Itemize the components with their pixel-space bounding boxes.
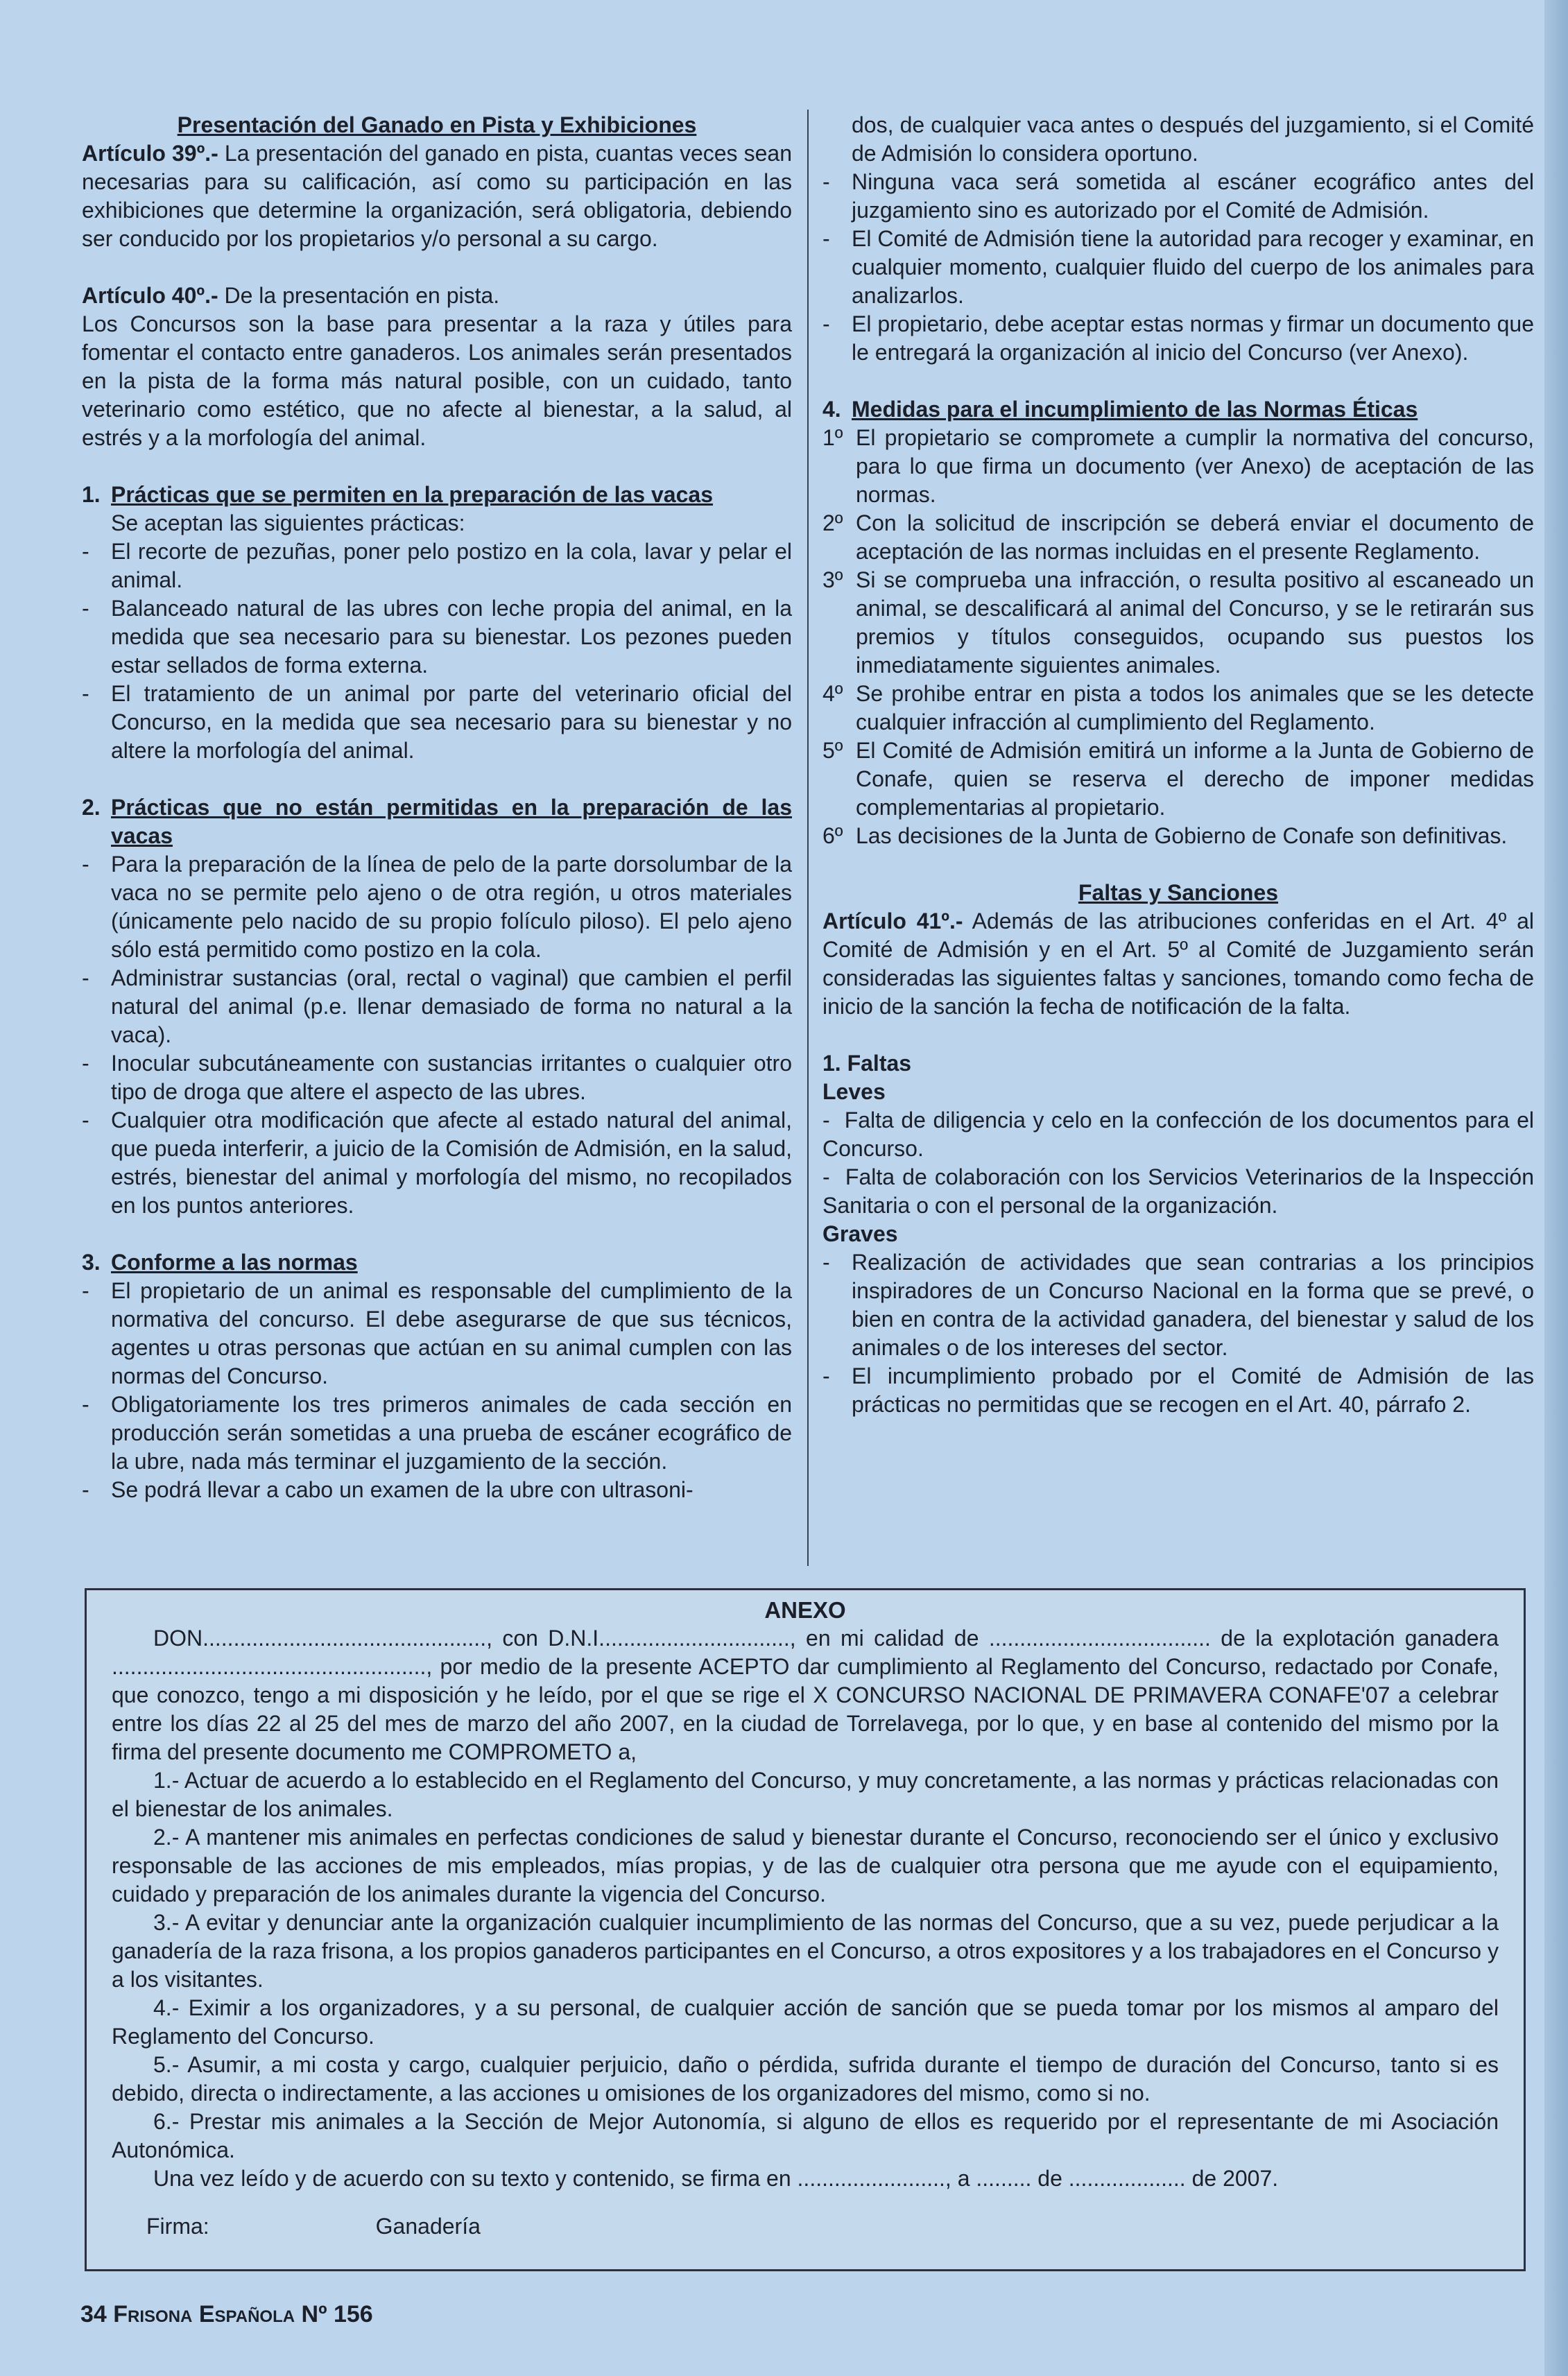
article-41-text: Además de las atribuciones conferidas en el Art. 4º al Comité de Admisión y en el Art. 5º al Comité de Juzgamiento serán consideradas las siguientes faltas y sanciones, tomando como fecha de inicio de la sanción la fecha de notificación de la falta. bbox=[822, 909, 1535, 1019]
annex-item: 1.- Actuar de acuerdo a lo establecido en el Reglamento del Concurso, y muy concretamente, a las normas y prácticas relacionadas con el bienestar de los animales. bbox=[112, 1768, 1499, 1821]
annex-item: 6.- Prestar mis animales a la Sección de Mejor Autonomía, si alguno de ellos es requerido por el representante de mi Asociación Autonómica. bbox=[112, 2109, 1499, 2162]
list-item: - El recorte de pezuñas, poner pelo postizo en la cola, lavar y pelar el animal. bbox=[82, 539, 792, 592]
section-2-heading: 2. Prácticas que no están permitidas en la preparación de las vacas bbox=[82, 795, 792, 848]
list-item: - Se podrá llevar a cabo un examen de la ubre con ultrasoni- bbox=[82, 1477, 693, 1502]
list-item: - El tratamiento de un animal por parte del veterinario oficial del Concurso, en la medida que sea necesario para su bienestar y no altere la morfología del animal. bbox=[82, 681, 792, 763]
issue-number: Nº 156 bbox=[301, 2301, 373, 2327]
article-39-label: Artículo 39º.- bbox=[82, 141, 218, 166]
list-item: - Para la preparación de la línea de pelo de la parte dorsolumbar de la vaca no se permite pelo ajeno o de otra región, u otros materiales (únicamente pelo nacido de su propio folículo piloso). El pelo ajeno sólo está permitido como postizo en la cola. bbox=[82, 852, 792, 962]
list-item: - Obligatoriamente los tres primeros animales de cada sección en producción serán sometidas a una prueba de escáner ecográfico de la ubre, nada más terminar el juzgamiento de la sección. bbox=[82, 1392, 792, 1474]
list-item: - El Comité de Admisión tiene la autoridad para recoger y examinar, en cualquier momento, cualquier fluido del cuerpo de los animales para analizarlos. bbox=[822, 226, 1534, 308]
ordinal-item: 1º El propietario se compromete a cumplir la normativa del concurso, para lo que firma un documento (ver Anexo) de aceptación de las normas. bbox=[822, 425, 1534, 507]
leves-heading: Leves bbox=[822, 1079, 886, 1104]
list-item: - Realización de actividades que sean contrarias a los principios inspiradores de un Concurso Nacional en la forma que se prevé, o bien en contra de la actividad ganadera, del bienestar y salud de los animales o de los intereses del sector. bbox=[822, 1250, 1534, 1360]
ordinal-item: 3º Si se comprueba una infracción, o resulta positivo al escaneado un animal, se descalificará al animal del Concurso, y se le retirarán sus premios y títulos conseguidos, ocupando sus puestos los inmediatamente siguientes animales. bbox=[822, 567, 1534, 678]
graves-heading: Graves bbox=[822, 1221, 898, 1246]
annex-title: ANEXO bbox=[764, 1597, 846, 1623]
ordinal-item: 4º Se prohibe entrar en pista a todos los animales que se les detecte cualquier infracción al cumplimiento del Reglamento. bbox=[822, 681, 1534, 734]
page-number: 34 bbox=[80, 2301, 107, 2327]
list-item: - El propietario de un animal es responsable del cumplimiento de la normativa del concurso. El debe asegurarse de que sus técnicos, agentes u otras personas que actúan en su animal cumplen con las normas del Concurso. bbox=[82, 1278, 792, 1388]
article-40-text: De la presentación en pista. bbox=[218, 283, 500, 308]
annex-closing: Una vez leído y de acuerdo con su texto y contenido, se firma en ........................, a ......... de ................... de 2007. bbox=[153, 2166, 1279, 2191]
annex-item: 4.- Eximir a los organizadores, y a su personal, de cualquier acción de sanción que se pueda tomar por los mismos al amparo del Reglamento del Concurso. bbox=[112, 1995, 1499, 2049]
article-41 bbox=[822, 907, 1534, 1021]
section-title-faltas: Faltas y Sanciones bbox=[1078, 880, 1279, 905]
page-footer bbox=[80, 2301, 373, 2328]
annex-item: 2.- A mantener mis animales en perfectas condiciones de salud y bienestar durante el Concurso, reconociendo ser el único y exclusivo responsable de las acciones de mis empleados, mías propias, y de las de cualquier otra persona que me ayude con el equipamiento, cuidado y preparación de los animales durante la vigencia del Concurso. bbox=[112, 1825, 1499, 1906]
list-item: - El incumplimiento probado por el Comité de Admisión de las prácticas no permitidas que se recogen en el Art. 40, párrafo 2. bbox=[822, 1363, 1534, 1417]
ordinal-item: 5º El Comité de Admisión emitirá un informe a la Junta de Gobierno de Conafe, quien se reserva el derecho de imponer medidas complementarias al propietario. bbox=[822, 738, 1534, 820]
faltas-heading: 1. Faltas bbox=[822, 1051, 912, 1076]
annex-box bbox=[85, 1588, 1526, 2271]
ganaderia-label: Ganadería bbox=[375, 2214, 481, 2239]
page-edge bbox=[1544, 0, 1568, 2376]
column-divider bbox=[807, 110, 809, 1566]
article-40 bbox=[82, 282, 792, 310]
list-item: - Inocular subcutáneamente con sustancias irritantes o cualquier otro tipo de droga que altere el aspecto de las ubres. bbox=[82, 1051, 792, 1104]
left-column bbox=[82, 111, 792, 1504]
section-3-heading: 3. Conforme a las normas bbox=[82, 1250, 358, 1275]
publication-name: Frisona Española bbox=[113, 2301, 295, 2327]
right-column bbox=[822, 111, 1534, 1419]
leves-item: - Falta de colaboración con los Servicios Veterinarios de la Inspección Sanitaria o con el personal de la organización. bbox=[822, 1164, 1534, 1218]
article-41-label: Artículo 41º.- bbox=[822, 909, 963, 933]
annex-item: 3.- A evitar y denunciar ante la organización cualquier incumplimiento de las normas del Concurso, que a su vez, puede perjudicar a la ganadería de la raza frisona, a los propios ganaderos participantes en el Concurso, a otros expositores y a los trabajadores en el Concurso y a los visitantes. bbox=[112, 1910, 1499, 1992]
list-item: - Ninguna vaca será sometida al escáner ecográfico antes del juzgamiento sino es autorizado por el Comité de Admisión. bbox=[822, 169, 1534, 223]
section-4-heading: 4. Medidas para el incumplimiento de las Normas Éticas bbox=[822, 397, 1418, 422]
ordinal-item: 2º Con la solicitud de inscripción se deberá enviar el documento de aceptación de las normas incluidas en el presente Reglamento. bbox=[822, 510, 1534, 564]
list-item: - Cualquier otra modificación que afecte al estado natural del animal, que pueda interferir, a juicio de la Comisión de Admisión, en la salud, estrés, bienestar del animal y morfología del mismo, no recopilados en los puntos anteriores. bbox=[82, 1108, 792, 1218]
leves-item: - Falta de diligencia y celo en la confección de los documentos para el Concurso. bbox=[822, 1108, 1534, 1161]
article-39-text: La presentación del ganado en pista, cuantas veces sean necesarias para su calificación, así como su participación en las exhibiciones que determine la organización, será obligatoria, debiendo ser conducido por los propietarios y/o personal a su cargo. bbox=[82, 141, 793, 251]
list-item: - El propietario, debe aceptar estas normas y firmar un documento que le entregará la organización al inicio del Concurso (ver Anexo). bbox=[822, 311, 1534, 365]
section-title-presentacion: Presentación del Ganado en Pista y Exhibiciones bbox=[177, 112, 697, 137]
firma-label: Firma: bbox=[146, 2214, 209, 2239]
annex-item: 5.- Asumir, a mi costa y cargo, cualquier perjuicio, daño o pérdida, sufrida durante el tiempo de duración del Concurso, tanto si es debido, directa o indirectamente, a las acciones u omisiones de los organizadores del mismo, como si no. bbox=[112, 2052, 1499, 2106]
annex-intro: DON.............................................., con D.N.I..............................., en mi calidad de .................................... de la explotación ganadera ..................................................., por medio de la presente ACEPTO dar cumplimiento al Reglamento del Concurso, redactado por Conafe, que conozco, tengo a mi disposición y he leído, por el que se rige el X CONCURSO NACIONAL DE PRIMAVERA CONAFE'07 a celebrar entre los días 22 al 25 del mes de marzo del año 2007, en la ciudad de Torrelavega, por lo que, y en base al contenido del mismo por la firma del presente documento me COMPROMETO a, bbox=[112, 1626, 1499, 1764]
section-1-heading: 1. Prácticas que se permiten en la preparación de las vacas bbox=[82, 482, 713, 507]
signature-row bbox=[112, 2212, 1499, 2241]
section-1-intro: Se aceptan las siguientes prácticas: bbox=[111, 510, 465, 535]
article-40-label: Artículo 40º.- bbox=[82, 283, 218, 308]
article-39 bbox=[82, 139, 792, 253]
ordinal-item: 6º Las decisiones de la Junta de Gobierno de Conafe son definitivas. bbox=[822, 823, 1508, 848]
list-item: - Balanceado natural de las ubres con leche propia del animal, en la medida que sea necesario para su bienestar. Los pezones pueden estar sellados de forma externa. bbox=[82, 596, 792, 678]
article-40-body: Los Concursos son la base para presentar a la raza y útiles para fomentar el contacto entre ganaderos. Los animales serán presentados en la pista de la forma más natural posible, con un cuidado, tanto veterinario como estético, que no afecte al bienestar, a la salud, al estrés y a la morfología del animal. bbox=[82, 311, 792, 450]
continued-text: dos, de cualquier vaca antes o después del juzgamiento, si el Comité de Admisión lo considera oportuno. bbox=[852, 112, 1534, 166]
list-item: - Administrar sustancias (oral, rectal o vaginal) que cambien el perfil natural del animal (p.e. llenar demasiado de forma no natural a la vaca). bbox=[82, 965, 792, 1047]
